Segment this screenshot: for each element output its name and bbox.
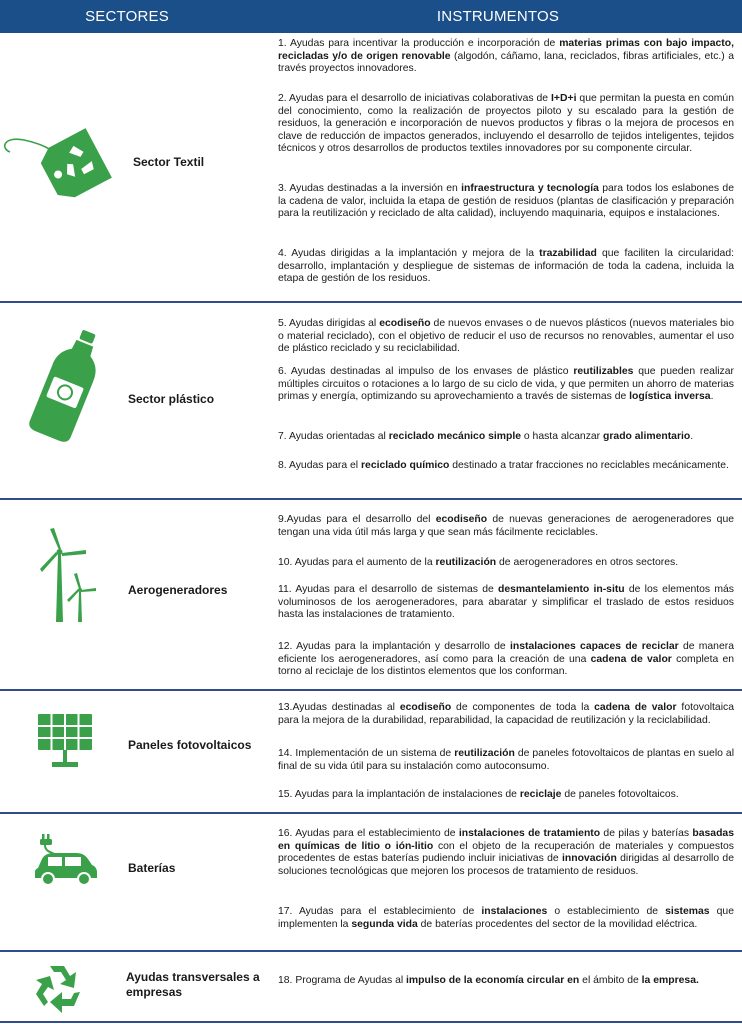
list-item [278, 748, 734, 773]
bold-text: reutilización [454, 748, 515, 759]
item-text: que pueden realizar múltiples circuitos o rotaciones a lo largo de su ciclo de vida, y que permiten un ahorro de materias primas y energía, optimizando su aprovechamiento a través de sistemas de [278, 366, 734, 403]
list-item [278, 584, 734, 622]
list-item [278, 460, 734, 473]
sector-label-baterias: Baterías [128, 861, 176, 875]
item-text: 9.Ayudas para el desarrollo del [278, 514, 436, 525]
item-text: dirigidas al desarrollo de soluciones tecnológicas que mejoren los procesos de tratamiento de residuos. [278, 853, 734, 877]
item-text: de nuevas generaciones de aerogeneradores que tengan una vida útil más larga y que sean más fácilmente reciclables. [278, 514, 735, 538]
item-text: o hasta alcanzar [521, 431, 604, 442]
item-text: . [710, 391, 714, 403]
bold-text: materias primas con bajo impacto, recicladas y/o de origen renovable [278, 38, 734, 62]
item-text: que implementen la [278, 906, 734, 930]
item-text: que permitan la puesta en común del conocimiento, como la realización de proyectos piloto y su escalado para la gestión de residuos, la generación e incorporación de nuevos productos y fibras o la mejora de procesos en clave de reducción de impactos generados, incluyendo el desarrollo de tejidos inteligentes, tejidos técnicos y otros desarrollos de productos textiles innovadores por su componente circular. [278, 93, 734, 155]
item-text: 5. Ayudas dirigidas al [278, 318, 380, 329]
item-text: (algodón, cáñamo, lana, reciclados, fibras artificiales, etc.) a través proyectos innovadores. [278, 50, 734, 75]
list-item [278, 789, 734, 802]
item-text: con el objeto de la recuperación de materiales y compuestos procedentes de estas baterías pudiendo incluir iniciativas de [278, 840, 734, 865]
list-item [278, 431, 734, 444]
plastic-bottle-icon [28, 326, 108, 444]
item-text: de componentes de toda la [451, 702, 595, 713]
item-text: 4. Ayudas dirigidas a la implantación y mejora de la [278, 248, 540, 259]
bold-text: logística inversa [629, 391, 711, 403]
item-text: destinado a tratar fracciones no reciclables mecánicamente. [449, 460, 729, 471]
bold-text: reutilización [435, 557, 497, 568]
item-text: 12. Ayudas para la implantación y desarrollo de [278, 641, 510, 652]
list-item [278, 641, 734, 679]
section-divider [0, 498, 742, 500]
item-text: o establecimiento de [547, 906, 666, 917]
bold-text: ecodiseño [379, 318, 431, 329]
item-text: el ámbito de [579, 975, 642, 986]
item-text: de paneles fotovoltaicos. [561, 789, 679, 800]
bold-text: ecodiseño [399, 702, 452, 713]
bold-text: sistemas [665, 906, 710, 917]
item-text: de paneles fotovoltaicos de plantas en suelo al final de su vida útil para su instalación como autoconsumo. [278, 748, 734, 772]
sector-label-paneles: Paneles fotovoltaicos [128, 738, 252, 752]
recycle-tag-icon [2, 118, 114, 214]
section-divider [0, 950, 742, 952]
item-text: de baterías procedentes del sector de la movilidad eléctrica. [417, 918, 698, 930]
list-item [278, 557, 734, 570]
list-item [278, 38, 734, 76]
section-divider [0, 812, 742, 814]
sector-label-plastico: Sector plástico [128, 392, 215, 406]
section-divider [0, 301, 742, 303]
bold-text: I+D+i [551, 93, 577, 104]
item-text: de nuevos envases o de nuevos plásticos (nuevos materiales bio o material reciclado), con el objetivo de reducir el uso de recursos no renovables, aumentar el uso de plástico reciclado y su reciclabilidad. [278, 318, 734, 355]
bold-text: la empresa. [641, 975, 699, 986]
item-text: para todos los eslabones de la cadena de valor, incluida la etapa de gestión de residuos (plantas de clasificación y preparación para la reutilización y reciclado de alta calidad), incluyendo maquinaria, equipos e instalaciones. [278, 183, 734, 220]
bold-text: impulso de la economía circular en [406, 975, 580, 986]
bold-text: reciclado químico [361, 460, 450, 471]
item-text: 2. Ayudas para el desarrollo de iniciativas colaborativas de [278, 93, 552, 104]
bold-text: basadas en químicas de litio o ión-litio [278, 828, 734, 852]
section-divider [0, 1021, 742, 1023]
item-text: completa en torno al reciclaje de los distintos elementos que los conforman. [278, 653, 735, 678]
item-text: 7. Ayudas orientadas al [278, 431, 389, 442]
bold-text: instalaciones capaces de reciclar [509, 641, 679, 652]
header-sectores: SECTORES [85, 8, 169, 25]
list-item [278, 248, 734, 286]
item-text: 11. Ayudas para el desarrollo de sistemas de [278, 584, 499, 595]
item-text: 3. Ayudas destinadas a la inversión en [278, 183, 462, 194]
item-text: 10. Ayudas para el aumento de la [278, 557, 436, 568]
list-item [278, 828, 734, 878]
bold-text: reciclado mecánico simple [388, 431, 521, 442]
item-text: de manera eficiente los aerogeneradores, así como para la creación de una [278, 641, 734, 665]
list-item [278, 702, 734, 727]
item-text: fotovoltaica para la mejora de la durabilidad, reparabilidad, la capacidad de reutilización y la reciclabilidad. [278, 702, 734, 726]
bold-text: reciclaje [519, 789, 562, 800]
item-text: que faciliten la circularidad: desarrollo, implantación y despliegue de sistemas de información de toda la cadena, incluida la etapa de gestión de los residuos. [278, 248, 734, 285]
bold-text: ecodiseño [435, 514, 488, 525]
recycle-arrows-icon [30, 962, 86, 1018]
sector-label-aerogeneradores: Aerogeneradores [128, 583, 228, 597]
wind-turbine-icon [38, 528, 100, 624]
header-instrumentos: INSTRUMENTOS [436, 8, 560, 25]
bold-text: trazabilidad [539, 248, 597, 259]
item-text: de los elementos más voluminosos de los aerogeneradores, para abaratar y simplificar el traslado de estos residuos hasta las instalaciones de tratamiento. [278, 584, 734, 621]
bold-text: cadena de valor [590, 653, 672, 665]
item-text: 13.Ayudas destinadas al [278, 702, 400, 713]
bold-text: instalaciones [481, 906, 548, 917]
list-item [278, 975, 734, 988]
table-header [0, 0, 742, 33]
list-item [278, 366, 734, 404]
item-text: . [690, 431, 694, 442]
item-text: 1. Ayudas para incentivar la producción e incorporación de [278, 38, 560, 49]
item-text: 17. Ayudas para el establecimiento de [278, 906, 482, 917]
item-text: 6. Ayudas destinadas al impulso de los envases de plástico [278, 366, 574, 377]
electric-car-icon [34, 834, 98, 888]
item-text: de pilas y baterías [600, 828, 693, 839]
section-divider [0, 689, 742, 691]
sector-label-textil: Sector Textil [133, 155, 205, 169]
item-text: 15. Ayudas para la implantación de instalaciones de [278, 789, 520, 800]
item-text: 16. Ayudas para el establecimiento de [278, 828, 459, 839]
bold-text: innovación [561, 853, 617, 865]
list-item [278, 183, 734, 221]
item-text: 8. Ayudas para el [278, 460, 361, 471]
bold-text: infraestructura y tecnología [461, 183, 599, 194]
bold-text: reutilizables [573, 366, 634, 377]
bold-text: desmantelamiento in-situ [498, 584, 625, 595]
item-text: 18. Programa de Ayudas al [278, 975, 407, 986]
item-text: de aerogeneradores en otros sectores. [496, 557, 679, 568]
list-item [278, 318, 734, 356]
list-item [278, 906, 734, 931]
item-text: 14. Implementación de un sistema de [278, 748, 455, 759]
list-item [278, 514, 734, 539]
bold-text: instalaciones de tratamiento [458, 828, 601, 839]
solar-panel-icon [38, 714, 92, 770]
bold-text: segunda vida [351, 918, 418, 930]
bold-text: grado alimentario [603, 431, 691, 442]
list-item [278, 93, 734, 156]
bold-text: cadena de valor [594, 702, 677, 713]
sector-label-transversales: Ayudas transversales a empresas [126, 970, 260, 999]
